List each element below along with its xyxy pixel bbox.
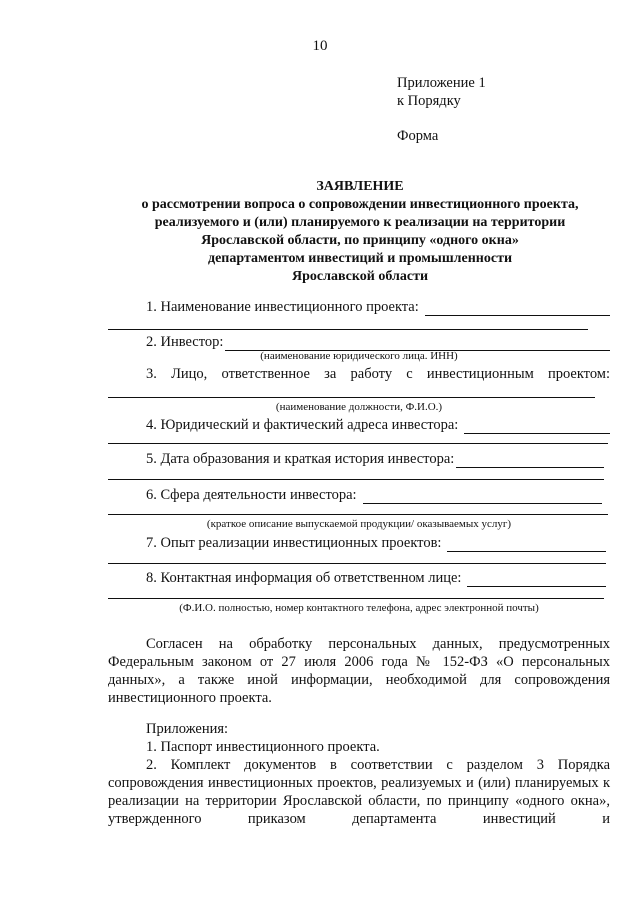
field-experience xyxy=(108,534,606,552)
appendix-reference: к Порядку xyxy=(397,93,461,109)
field-activity xyxy=(108,486,602,504)
contact-info-hint: (Ф.И.О. полностью, номер контактного телефона, адрес электронной почты) xyxy=(179,602,539,614)
document-subtitle-line: департаментом инвестиций и промышленности xyxy=(207,251,513,266)
history-input-line[interactable] xyxy=(456,454,604,468)
attachments-section xyxy=(108,720,610,828)
consent-paragraph xyxy=(108,635,610,707)
form-label: Форма xyxy=(397,128,439,144)
activity-input-line[interactable] xyxy=(363,490,602,504)
experience-continuation-line[interactable] xyxy=(108,563,606,564)
investor-input-line[interactable] xyxy=(225,337,610,351)
document-subtitle-line: Ярославской области xyxy=(291,269,429,284)
field-project-name-label: 1. Наименование инвестиционного проекта: xyxy=(146,299,419,315)
activity-continuation-line[interactable] xyxy=(108,514,608,515)
document-subtitle-line: о рассмотрении вопроса о сопровождении инвестиционного проекта, xyxy=(141,197,579,212)
document-subtitle-line: Ярославской области, по принципу «одного окна» xyxy=(201,233,519,248)
attachment-item: 2. Комплект документов в соответствии с разделом 3 Порядка сопровождения инвестиционных проектов, реализуемых и (или) планируемых к реализации на территории Ярославской области, по принципу «одного окна», утвержденного приказом департамента инвестиций и xyxy=(108,757,610,827)
field-history-label: 5. Дата образования и краткая история инвестора: xyxy=(146,451,455,467)
field-experience-label: 7. Опыт реализации инвестиционных проектов: xyxy=(146,535,442,551)
addresses-continuation-line[interactable] xyxy=(108,443,608,444)
experience-input-line[interactable] xyxy=(447,538,606,552)
field-responsible-person-label: 3. Лицо, ответственное за работу с инвестиционным проектом: xyxy=(146,366,610,382)
document-subtitle-line: реализуемого и (или) планируемого к реализации на территории xyxy=(154,215,566,230)
responsible-person-input-line[interactable] xyxy=(108,397,595,398)
field-contact-info xyxy=(108,569,606,587)
consent-text: Согласен на обработку персональных данных, предусмотренных Федеральным законом от 27 июля 2006 года № 152-ФЗ «О персональных данных», а также иной информации, необходимой для сопровождения инвестиционного проекта. xyxy=(108,636,610,706)
contact-info-continuation-line[interactable] xyxy=(108,598,604,599)
project-name-continuation-line[interactable] xyxy=(108,329,588,330)
field-addresses-label: 4. Юридический и фактический адреса инвестора: xyxy=(146,417,459,433)
field-activity-label: 6. Сфера деятельности инвестора: xyxy=(146,487,357,503)
field-contact-info-label: 8. Контактная информация об ответственном лице: xyxy=(146,570,462,586)
page-number: 10 xyxy=(312,38,328,54)
history-continuation-line[interactable] xyxy=(108,479,604,480)
investor-hint: (наименование юридического лица. ИНН) xyxy=(260,350,458,362)
appendix-label: Приложение 1 xyxy=(397,75,486,91)
field-addresses xyxy=(108,416,610,434)
field-investor xyxy=(108,333,610,351)
field-history xyxy=(108,450,604,468)
field-investor-label: 2. Инвестор: xyxy=(146,334,224,350)
field-project-name xyxy=(108,298,610,316)
document-heading: ЗАЯВЛЕНИЕ xyxy=(316,179,404,194)
activity-hint: (краткое описание выпускаемой продукции/ оказываемых услуг) xyxy=(206,518,512,530)
addresses-input-line[interactable] xyxy=(464,420,610,434)
project-name-input-line[interactable] xyxy=(425,302,610,316)
contact-info-input-line[interactable] xyxy=(467,573,606,587)
attachment-item: 1. Паспорт инвестиционного проекта. xyxy=(146,739,380,755)
attachments-heading: Приложения: xyxy=(146,721,229,737)
responsible-person-hint: (наименование должности, Ф.И.О.) xyxy=(275,401,443,413)
